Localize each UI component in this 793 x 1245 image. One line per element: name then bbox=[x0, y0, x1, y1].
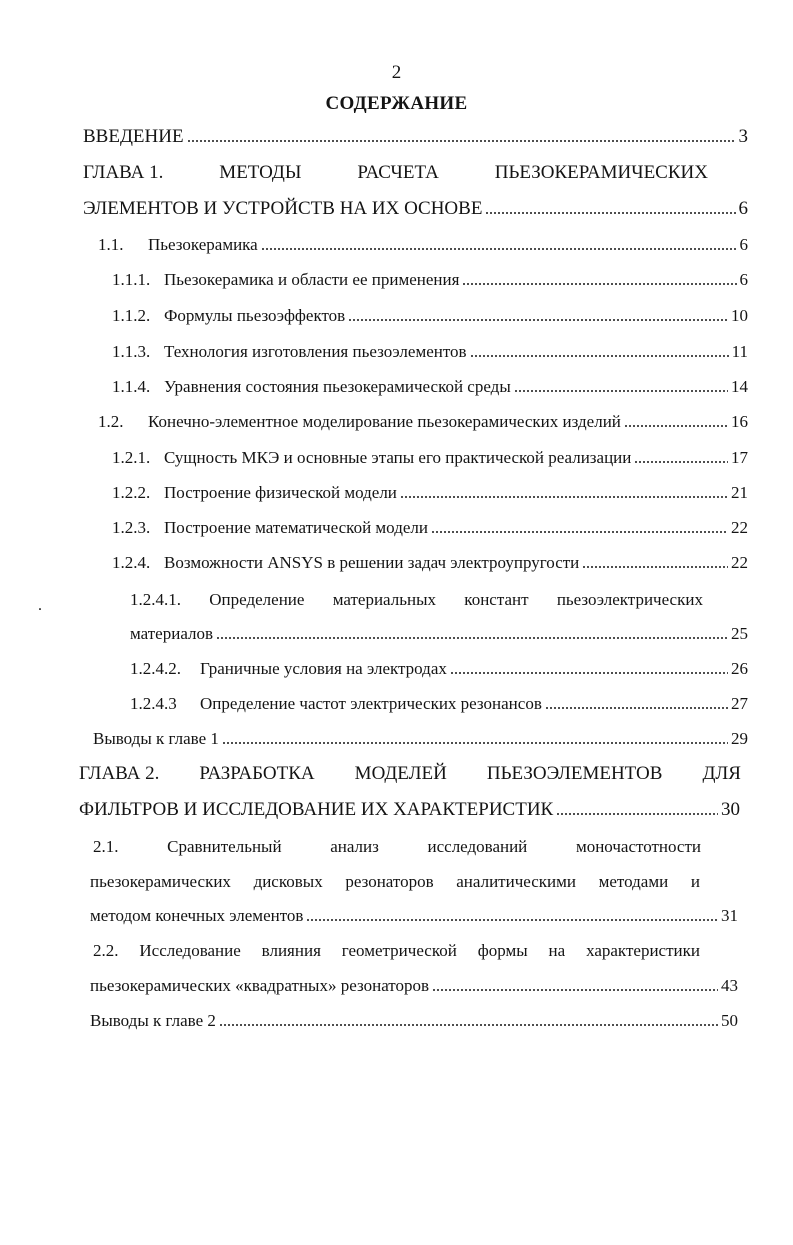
toc-entry-title bbox=[112, 270, 459, 290]
toc-entry-1-1[interactable] bbox=[98, 235, 748, 255]
toc-page-number: 6 bbox=[738, 198, 748, 219]
toc-entry-1-2-2[interactable] bbox=[112, 483, 748, 503]
toc-section-title: Построение физической модели bbox=[164, 483, 397, 502]
toc-entry-title bbox=[112, 483, 397, 503]
toc-word: на bbox=[548, 941, 566, 960]
toc-word: ПЬЕЗОЭЛЕМЕНТОВ bbox=[486, 763, 663, 784]
toc-page-number: 22 bbox=[731, 553, 748, 572]
dot-leader bbox=[222, 742, 728, 744]
toc-entry-title bbox=[98, 412, 621, 432]
stray-mark: . bbox=[38, 597, 42, 614]
page-number: 2 bbox=[391, 62, 402, 83]
toc-entry-1-2-4-2[interactable] bbox=[130, 659, 748, 679]
toc-page-number: 22 bbox=[731, 518, 748, 537]
dot-leader bbox=[306, 919, 718, 921]
toc-entry-title: ВВЕДЕНИЕ bbox=[83, 126, 184, 147]
toc-word: 2.1. bbox=[93, 837, 119, 856]
toc-entry-chapter1[interactable] bbox=[83, 198, 748, 220]
toc-section-number: 1.2.4. bbox=[112, 553, 151, 572]
dot-leader bbox=[187, 140, 736, 142]
toc-entry-title: Выводы к главе 2 bbox=[90, 1011, 216, 1030]
toc-word: исследований bbox=[427, 837, 528, 856]
toc-entry-title bbox=[112, 306, 345, 326]
toc-entry-title: Выводы к главе 1 bbox=[93, 729, 219, 748]
toc-section-title: Сущность МКЭ и основные этапы его практической реализации bbox=[164, 448, 632, 467]
toc-entry-introduction[interactable] bbox=[83, 126, 748, 148]
toc-page-number: 6 bbox=[739, 270, 748, 289]
toc-page-number: 27 bbox=[731, 694, 748, 713]
toc-section-title: Формулы пьезоэффектов bbox=[164, 306, 346, 325]
toc-word: 1.2.4.1. bbox=[130, 590, 181, 609]
toc-section-number: 1.2.1. bbox=[112, 448, 151, 467]
toc-entry-1-2-4-1[interactable] bbox=[130, 624, 748, 644]
toc-section-number: 1.2. bbox=[98, 412, 124, 431]
toc-word: МОДЕЛЕЙ bbox=[354, 763, 447, 784]
toc-entry-1-2-3[interactable] bbox=[112, 518, 748, 538]
toc-word: пьезокерамических bbox=[90, 872, 231, 891]
toc-page-number: 6 bbox=[739, 235, 748, 254]
toc-page-number: 26 bbox=[731, 659, 748, 678]
toc-entry-1-1-3[interactable] bbox=[112, 342, 748, 362]
dot-leader bbox=[219, 1024, 718, 1026]
toc-section-title: Возможности ANSYS в решении задач электроупругости bbox=[164, 553, 580, 572]
toc-section-title: Уравнения состояния пьезокерамической среды bbox=[164, 377, 511, 396]
toc-word: Определение bbox=[209, 590, 305, 609]
dot-leader bbox=[400, 496, 728, 498]
dot-leader bbox=[514, 390, 728, 392]
toc-page-number: 30 bbox=[721, 799, 740, 820]
toc-word: Исследование bbox=[139, 941, 241, 960]
toc-page-number: 3 bbox=[738, 126, 748, 147]
toc-entry-title bbox=[112, 448, 631, 468]
dot-leader bbox=[432, 989, 718, 991]
toc-section-title: Технология изготовления пьезоэлементов bbox=[164, 342, 467, 361]
toc-entry-title bbox=[130, 694, 542, 714]
toc-section-number: 1.1.2. bbox=[112, 306, 151, 325]
toc-page-number: 10 bbox=[731, 306, 748, 325]
toc-word: и bbox=[690, 872, 700, 891]
toc-entry-2-2-line1[interactable] bbox=[93, 941, 700, 961]
toc-section-number: 1.2.3. bbox=[112, 518, 151, 537]
toc-entry-title: методом конечных элементов bbox=[90, 906, 304, 925]
toc-entry-title bbox=[98, 235, 258, 255]
toc-entry-1-2-4-3[interactable] bbox=[130, 694, 748, 714]
toc-entry-2-1-line1[interactable] bbox=[93, 837, 701, 857]
toc-word: РАСЧЕТА bbox=[357, 162, 439, 183]
toc-entry-title bbox=[112, 377, 511, 397]
toc-chapter2-heading-line1[interactable] bbox=[79, 763, 741, 785]
dot-leader bbox=[556, 813, 718, 815]
toc-page-number: 16 bbox=[731, 412, 748, 431]
toc-entry-2-2[interactable] bbox=[90, 976, 738, 996]
toc-section-number: 1.2.4.3 bbox=[130, 694, 177, 713]
toc-entry-1-1-4[interactable] bbox=[112, 377, 748, 397]
toc-entry-conclusions-1[interactable] bbox=[93, 729, 748, 749]
toc-word: характеристики bbox=[586, 941, 700, 960]
toc-entry-1-2-4[interactable] bbox=[112, 553, 748, 573]
toc-section-number: 1.1. bbox=[98, 235, 124, 254]
toc-word: анализ bbox=[330, 837, 379, 856]
dot-leader bbox=[634, 461, 728, 463]
toc-page-number: 11 bbox=[731, 342, 748, 361]
toc-entry-title bbox=[112, 342, 467, 362]
toc-entry-1-2[interactable] bbox=[98, 412, 748, 432]
dot-leader bbox=[450, 672, 728, 674]
toc-section-number: 1.1.3. bbox=[112, 342, 151, 361]
toc-page-number: 50 bbox=[721, 1011, 738, 1030]
toc-section-title: Конечно-элементное моделирование пьезокерамических изделий bbox=[148, 412, 621, 431]
toc-word: методами bbox=[598, 872, 669, 891]
dot-leader bbox=[624, 425, 728, 427]
toc-word: резонаторов bbox=[345, 872, 434, 891]
toc-word: 2.2. bbox=[93, 941, 119, 960]
toc-section-number: 1.2.2. bbox=[112, 483, 151, 502]
toc-entry-title: материалов bbox=[130, 624, 214, 643]
toc-page-number: 43 bbox=[721, 976, 738, 995]
dot-leader bbox=[261, 248, 737, 250]
toc-word: геометрической bbox=[341, 941, 457, 960]
toc-word: ПЬЕЗОКЕРАМИЧЕСКИХ bbox=[494, 162, 708, 183]
dot-leader bbox=[216, 637, 728, 639]
toc-word: Сравнительный bbox=[167, 837, 282, 856]
toc-entry-title: ФИЛЬТРОВ И ИССЛЕДОВАНИЕ ИХ ХАРАКТЕРИСТИК bbox=[79, 799, 554, 820]
toc-word: ГЛАВА 2. bbox=[79, 763, 160, 784]
toc-entry-2-1-line2[interactable] bbox=[90, 872, 700, 892]
toc-entry-title bbox=[112, 553, 579, 573]
dot-leader bbox=[348, 319, 728, 321]
dot-leader bbox=[485, 212, 735, 214]
toc-page-number: 29 bbox=[731, 729, 748, 748]
toc-word: ДЛЯ bbox=[702, 763, 741, 784]
toc-entry-title: пьезокерамических «квадратных» резонаторов bbox=[90, 976, 430, 995]
toc-page-number: 21 bbox=[731, 483, 748, 502]
toc-section-title: Определение частот электрических резонансов bbox=[200, 694, 542, 713]
toc-entry-1-1-1[interactable] bbox=[112, 270, 748, 290]
toc-page-number: 31 bbox=[721, 906, 738, 925]
toc-entry-conclusions-2[interactable] bbox=[90, 1011, 738, 1031]
toc-page-number: 17 bbox=[731, 448, 748, 467]
toc-section-title: Пьезокерамика bbox=[148, 235, 258, 254]
toc-section-title: Построение математической модели bbox=[164, 518, 428, 537]
toc-entry-title bbox=[130, 659, 447, 679]
dot-leader bbox=[462, 283, 736, 285]
page-title: СОДЕРЖАНИЕ bbox=[325, 93, 468, 114]
toc-page-number: 14 bbox=[731, 377, 748, 396]
dot-leader bbox=[582, 566, 728, 568]
toc-word: дисковых bbox=[253, 872, 323, 891]
toc-word: МЕТОДЫ bbox=[219, 162, 302, 183]
toc-entry-1-2-4-1-line1[interactable] bbox=[130, 590, 703, 610]
toc-entry-title bbox=[112, 518, 428, 538]
dot-leader bbox=[545, 707, 728, 709]
toc-section-number: 1.1.1. bbox=[112, 270, 151, 289]
toc-section-title: Пьезокерамика и области ее применения bbox=[164, 270, 460, 289]
toc-section-number: 1.1.4. bbox=[112, 377, 151, 396]
toc-entry-chapter2[interactable] bbox=[79, 799, 740, 821]
toc-word: пьезоэлектрических bbox=[556, 590, 703, 609]
dot-leader bbox=[470, 355, 729, 357]
toc-entry-2-1[interactable] bbox=[90, 906, 738, 926]
toc-word: констант bbox=[464, 590, 529, 609]
toc-chapter1-heading-line1[interactable] bbox=[83, 162, 708, 184]
toc-word: аналитическими bbox=[456, 872, 576, 891]
dot-leader bbox=[431, 531, 728, 533]
toc-section-number: 1.2.4.2. bbox=[130, 659, 181, 678]
toc-section-title: Граничные условия на электродах bbox=[200, 659, 447, 678]
toc-word: РАЗРАБОТКА bbox=[199, 763, 315, 784]
toc-entry-1-2-1[interactable] bbox=[112, 448, 748, 468]
toc-entry-title: ЭЛЕМЕНТОВ И УСТРОЙСТВ НА ИХ ОСНОВЕ bbox=[83, 198, 483, 219]
toc-word: материальных bbox=[332, 590, 437, 609]
toc-page-number: 25 bbox=[731, 624, 748, 643]
toc-word: формы bbox=[477, 941, 528, 960]
toc-word: влияния bbox=[261, 941, 321, 960]
toc-entry-1-1-2[interactable] bbox=[112, 306, 748, 326]
toc-word: моночастотности bbox=[575, 837, 701, 856]
toc-word: ГЛАВА 1. bbox=[83, 162, 164, 183]
